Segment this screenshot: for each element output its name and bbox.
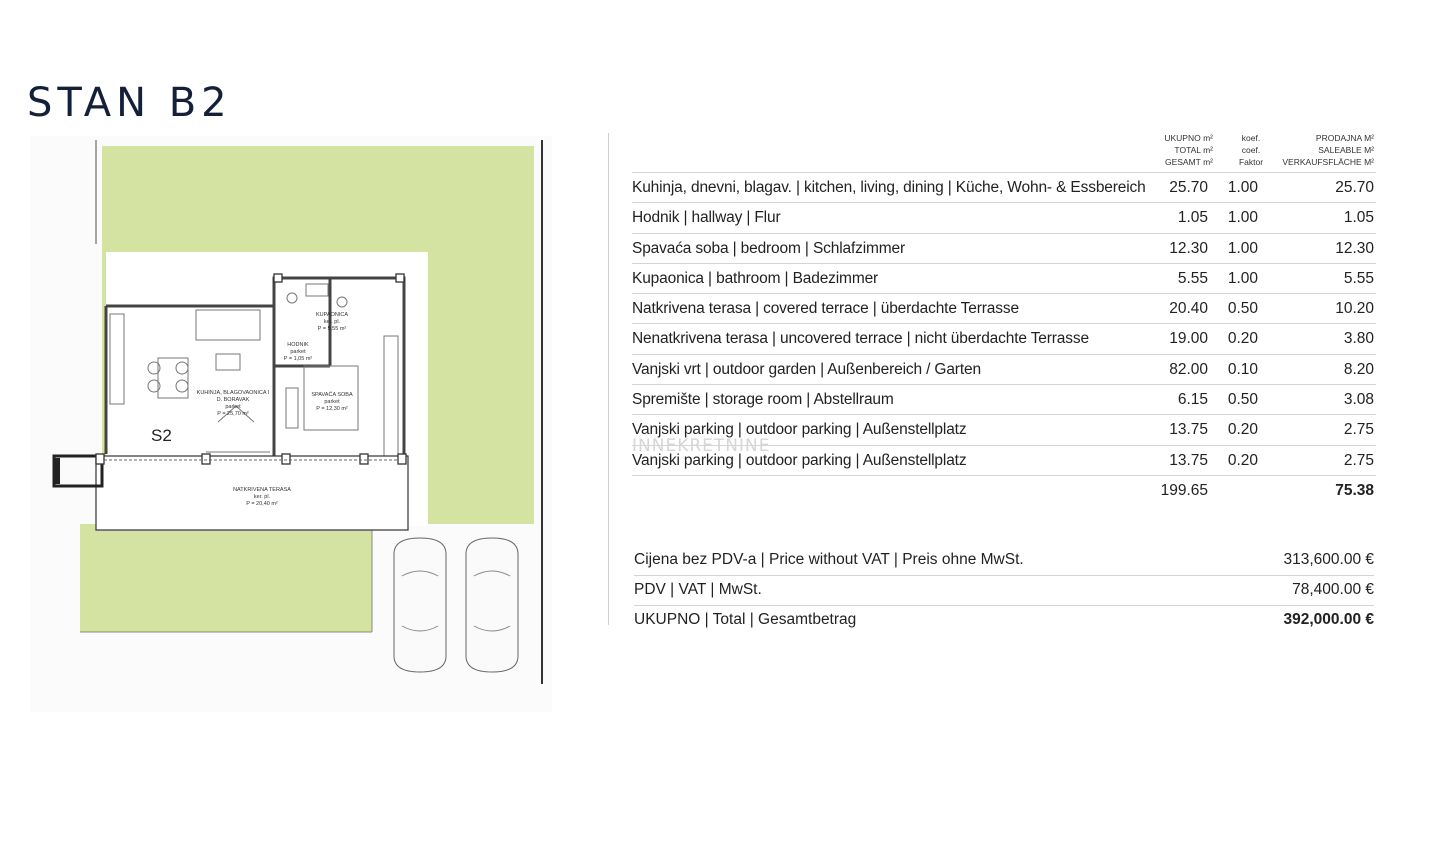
svg-text:ker. pl.: ker. pl. — [253, 494, 271, 500]
svg-text:ker. pl.: ker. pl. — [323, 319, 341, 325]
row-total: 19.00 — [1169, 330, 1208, 348]
row-total: 82.00 — [1169, 360, 1208, 378]
column-divider — [608, 133, 609, 625]
row-total: 13.75 — [1169, 451, 1208, 469]
pricing-row — [634, 546, 1374, 575]
row-saleable: 10.20 — [1335, 300, 1374, 318]
table-header — [632, 130, 1376, 172]
sum-saleable: 75.38 — [1335, 481, 1374, 499]
row-coef: 0.20 — [1227, 421, 1258, 439]
row-total: 12.30 — [1169, 239, 1208, 257]
floor-plan — [30, 136, 552, 712]
row-label: Natkrivena terasa | covered terrace | überdachte Terrasse — [632, 300, 1019, 318]
row-coef: 1.00 — [1227, 269, 1258, 287]
row-saleable: 1.05 — [1343, 209, 1374, 227]
row-label: Vanjski parking | outdoor parking | Außenstellplatz — [632, 421, 967, 439]
row-saleable: 3.80 — [1343, 330, 1374, 348]
row-saleable: 3.08 — [1343, 391, 1374, 409]
pricing-label: UKUPNO | Total | Gesamtbetrag — [634, 611, 857, 628]
row-total: 25.70 — [1169, 179, 1208, 196]
table-row — [632, 263, 1376, 293]
row-total: 1.05 — [1177, 209, 1208, 227]
row-coef: 0.20 — [1227, 451, 1258, 469]
header-total: UKUPNO m² TOTAL m² GESAMT m² — [1164, 133, 1213, 167]
pricing-label: PDV | VAT | MwSt. — [634, 581, 762, 598]
svg-text:D. BORAVAK: D. BORAVAK — [216, 397, 250, 403]
row-coef: 1.00 — [1227, 239, 1258, 257]
svg-text:P = 5,55 m²: P = 5,55 m² — [317, 326, 347, 332]
table-row — [632, 354, 1376, 384]
row-label: Vanjski vrt | outdoor garden | Außenbereich / Garten — [632, 360, 981, 378]
row-label: Nenatkrivena terasa | uncovered terrace | nicht überdachte Terrasse — [632, 330, 1089, 348]
row-saleable: 25.70 — [1335, 179, 1374, 196]
watermark: INNEKRETNINE — [632, 436, 771, 456]
row-coef: 0.20 — [1227, 330, 1258, 348]
svg-text:P = 1,05 m²: P = 1,05 m² — [283, 356, 313, 362]
pricing-label: Cijena bez PDV-a | Price without VAT | Preis ohne MwSt. — [634, 551, 1024, 568]
svg-text:parket: parket — [290, 349, 306, 355]
header-coef: koef. coef. Faktor — [1238, 133, 1264, 167]
row-label: Spremište | storage room | Abstellraum — [632, 391, 894, 409]
sum-total: 199.65 — [1160, 481, 1208, 499]
row-total: 5.55 — [1177, 269, 1208, 287]
pricing-value: 78,400.00 € — [1292, 581, 1374, 598]
svg-text:P = 20,40 m²: P = 20,40 m² — [246, 501, 278, 507]
table-row — [632, 384, 1376, 414]
svg-text:P = 25,70 m²: P = 25,70 m² — [217, 411, 249, 417]
row-saleable: 5.55 — [1343, 269, 1374, 287]
svg-text:SPAVAĆA SOBA: SPAVAĆA SOBA — [311, 392, 353, 398]
terrace-slab — [96, 456, 408, 530]
row-saleable: 12.30 — [1335, 239, 1374, 257]
row-saleable: 8.20 — [1343, 360, 1374, 378]
svg-text:parket: parket — [225, 404, 241, 410]
row-label: Spavaća soba | bedroom | Schlafzimmer — [632, 239, 906, 257]
svg-text:KUPAONICA: KUPAONICA — [316, 312, 348, 318]
table-row — [632, 172, 1376, 202]
row-coef: 0.50 — [1227, 300, 1258, 318]
row-saleable: 2.75 — [1343, 451, 1374, 469]
pricing-table — [634, 546, 1374, 635]
pricing-row — [634, 605, 1374, 635]
unit-label: S2 — [151, 426, 172, 445]
row-total: 20.40 — [1169, 300, 1208, 318]
row-saleable: 2.75 — [1343, 421, 1374, 439]
pricing-value: 392,000.00 € — [1283, 611, 1374, 628]
header-saleable: PRODAJNA M² SALEABLE M² VERKAUFSFLÄCHE M² — [1282, 133, 1374, 167]
row-total: 6.15 — [1177, 391, 1208, 409]
svg-text:NATKRIVENA TERASA: NATKRIVENA TERASA — [233, 487, 291, 493]
svg-text:HODNIK: HODNIK — [287, 342, 309, 348]
table-row — [632, 293, 1376, 323]
svg-text:P = 12,30 m²: P = 12,30 m² — [316, 406, 348, 412]
row-coef: 1.00 — [1227, 209, 1258, 227]
row-total: 13.75 — [1169, 421, 1208, 439]
table-sum-row — [632, 475, 1376, 506]
row-label: Hodnik | hallway | Flur — [632, 209, 781, 227]
garden-bottom-left — [80, 524, 372, 632]
row-label: Kuhinja, dnevni, blagav. | kitchen, living, dining | Küche, Wohn- & Essbereich — [632, 179, 1146, 196]
page-title: STAN B2 — [27, 80, 232, 126]
pricing-row — [634, 575, 1374, 605]
table-row — [632, 233, 1376, 263]
table-row — [632, 202, 1376, 232]
row-coef: 0.10 — [1227, 360, 1258, 378]
row-coef: 1.00 — [1227, 179, 1258, 196]
row-label: Vanjski parking | outdoor parking | Außenstellplatz — [632, 451, 967, 469]
table-row — [632, 323, 1376, 353]
row-label: Kupaonica | bathroom | Badezimmer — [632, 269, 879, 287]
svg-text:parket: parket — [324, 399, 340, 405]
pricing-value: 313,600.00 € — [1283, 551, 1374, 568]
row-coef: 0.50 — [1227, 391, 1258, 409]
svg-text:KUHINJA, BLAGOVAONICA I: KUHINJA, BLAGOVAONICA I — [196, 390, 270, 396]
